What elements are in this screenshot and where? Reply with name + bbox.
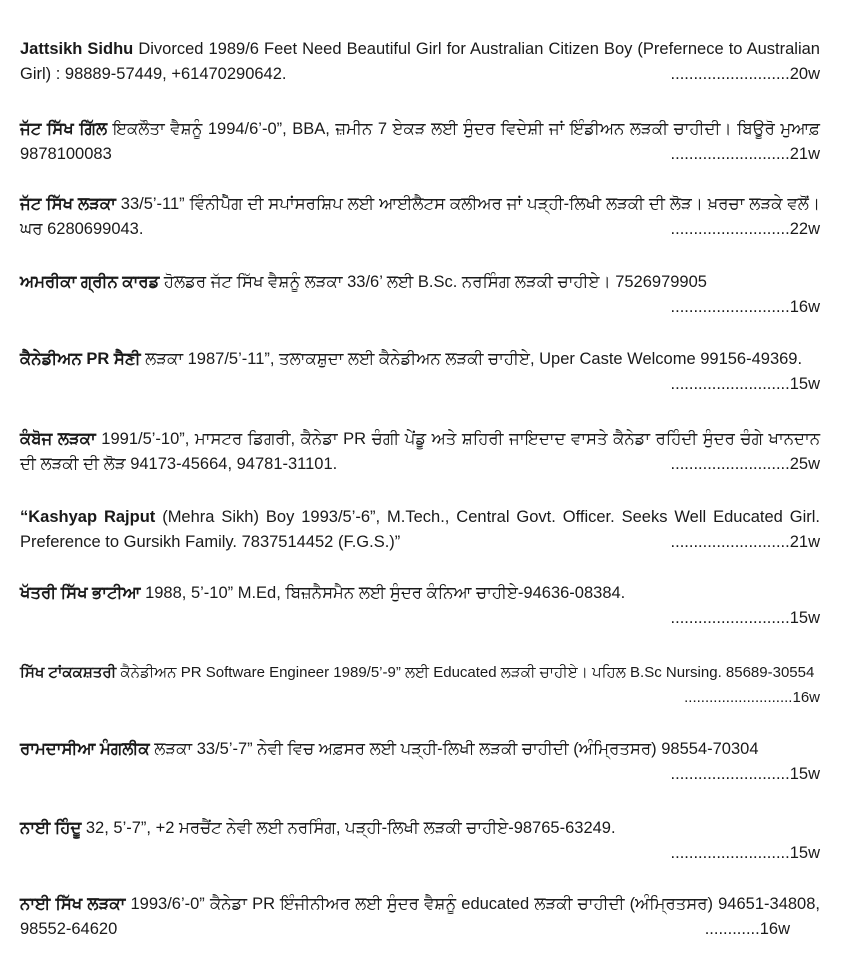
ad-heading: Jattsikh Sidhu — [20, 40, 134, 58]
ad-text: 1991/5’-10”, ਮਾਸਟਰ ਡਿਗਰੀ, ਕੈਨੇਡਾ PR ਚੰਗੀ ਪੇਂਡੂ ਅਤੇ ਸ਼ਹਿਰੀ ਜਾਇਦਾਦ ਵਾਸਤੇ ਕੈਨੇਡਾ ਰਹਿੰਦੀ ਸੁੰਦਰ ਚੰਗੇ ਖਾਨਦਾਨ ਦੀ ਲੜਕੀ ਦੀ ਲੋੜ 94173-45664, 94781-31101. — [20, 430, 821, 473]
ad-code: ..........................16w — [670, 298, 820, 316]
ad-heading: ਨਾਈ ਸਿੱਖ ਲੜਕਾ — [20, 895, 126, 913]
ad-code: ..........................22w — [670, 220, 820, 238]
ad-heading: “Kashyap Rajput — [20, 508, 156, 526]
ad-heading: ਖੱਤਰੀ ਸਿੱਖ ਭਾਟੀਆ — [20, 584, 141, 602]
ad-text: ਕੈਨੇਡੀਅਨ PR Software Engineer 1989/5’-9” ਲਈ Educated ਲੜਕੀ ਚਾਹੀਏ। ਪਹਿਲ B.Sc Nursing. 85689-30554 — [116, 664, 815, 681]
ad-listing — [20, 117, 820, 167]
ad-listing — [20, 816, 820, 866]
ad-text: (Mehra Sikh) Boy 1993/5’-6”, M.Tech., Central Govt. Officer. Seeks Well Educated Girl. Preference to Gursikh Family. 7837514452 (F.G.S.)” — [20, 508, 820, 551]
ad-text: Divorced 1989/6 Feet Need Beautiful Girl for Australian Citizen Boy (Prefernece to Australian Girl) : 98889-57449, +61470290642. — [20, 40, 820, 83]
ad-code: ..........................15w — [670, 765, 820, 783]
ad-listing — [20, 270, 820, 320]
ad-text: 32, 5’-7”, +2 ਮਰਚੈਂਟ ਨੇਵੀ ਲਈ ਨਰਸਿੰਗ, ਪੜ੍ਹੀ-ਲਿਖੀ ਲੜਕੀ ਚਾਹੀਏ-98765-63249. — [81, 819, 616, 837]
ad-heading: ਕੈਨੇਡੀਅਨ PR ਸੈਣੀ — [20, 350, 141, 368]
ad-code: ..........................15w — [670, 844, 820, 862]
ad-listing — [20, 581, 820, 631]
ad-heading: ਕੰਬੋਜ ਲੜਕਾ — [20, 430, 96, 448]
ad-code: ..........................20w — [670, 65, 820, 83]
ad-heading: ਜੱਟ ਸਿੱਖ ਲੜਕਾ — [20, 195, 116, 213]
ad-code: ............16w — [704, 920, 790, 938]
ad-code: ..........................21w — [670, 533, 820, 551]
ad-heading: ਨਾਈ ਹਿੰਦੂ — [20, 819, 82, 837]
ad-listing — [20, 737, 820, 787]
ad-text: 1993/6’-0” ਕੈਨੇਡਾ PR ਇੰਜੀਨੀਅਰ ਲਈ ਸੁੰਦਰ ਵੈਸ਼ਨੂੰ educated ਲੜਕੀ ਚਾਹੀਦੀ (ਅੰਮ੍ਰਿਤਸਰ) 94651-34808, 98552-64620 — [20, 895, 820, 938]
ad-heading: ਅਮਰੀਕਾ ਗ੍ਰੀਨ ਕਾਰਡ — [20, 273, 160, 291]
ad-listing — [20, 660, 820, 710]
ad-code: ..........................15w — [670, 609, 820, 627]
ad-listing — [20, 505, 820, 555]
ad-listing — [20, 892, 820, 942]
ad-heading: ਰਾਮਦਾਸੀਆ ਮੰਗਲੀਕ — [20, 740, 150, 758]
ad-heading: ਸਿੱਖ ਟਾਂਕਕਸ਼ਤਰੀ — [20, 664, 117, 681]
ad-text: ਇਕਲੌਤਾ ਵੈਸ਼ਨੂੰ 1994/6’-0”, BBA, ਜ਼ਮੀਨ 7 ਏਕੜ ਲਈ ਸੁੰਦਰ ਵਿਦੇਸ਼ੀ ਜਾਂ ਇੰਡੀਅਨ ਲੜਕੀ ਚਾਹੀਦੀ। ਬਿਊਰੋ ਮੁਆਫ਼ 9878100083 — [20, 120, 821, 163]
ad-listing — [20, 192, 820, 242]
ad-listing — [20, 427, 820, 477]
ad-text: 33/5’-11” ਵਿੰਨੀਪੈੱਗ ਦੀ ਸਪਾਂਸਰਸ਼ਿਪ ਲਈ ਆਈਲੈਟਸ ਕਲੀਅਰ ਜਾਂ ਪੜ੍ਹੀ-ਲਿਖੀ ਲੜਕੀ ਦੀ ਲੋੜ। ਖ਼ਰਚਾ ਲੜਕੇ ਵਲੋਂ। ਘਰ 6280699043. — [20, 195, 820, 238]
ad-listing — [20, 37, 820, 87]
ad-code: ..........................21w — [670, 145, 820, 163]
ad-code: ..........................15w — [670, 375, 820, 393]
ad-text: ਲੜਕਾ 33/5’-7” ਨੇਵੀ ਵਿਚ ਅਫ਼ਸਰ ਲਈ ਪੜ੍ਹੀ-ਲਿਖੀ ਲੜਕੀ ਚਾਹੀਦੀ (ਅੰਮ੍ਰਿਤਸਰ) 98554-70304 — [149, 740, 759, 758]
ad-code: ..........................16w — [684, 689, 820, 706]
ad-text: ਹੋਲਡਰ ਜੱਟ ਸਿੱਖ ਵੈਸ਼ਨੂੰ ਲੜਕਾ 33/6’ ਲਈ B.Sc. ਨਰਸਿੰਗ ਲੜਕੀ ਚਾਹੀਏ। 7526979905 — [159, 273, 707, 291]
ad-text: 1988, 5’-10” M.Ed, ਬਿਜ਼ਨੈਸਮੈਨ ਲਈ ਸੁੰਦਰ ਕੰਨਿਆ ਚਾਹੀਏ-94636-08384. — [140, 584, 626, 602]
ad-heading: ਜੱਟ ਸਿੱਖ ਗਿੱਲ — [20, 120, 108, 138]
ad-listing — [20, 347, 820, 397]
ad-code: ..........................25w — [670, 455, 820, 473]
ad-text: ਲੜਕਾ 1987/5’-11”, ਤਲਾਕਸ਼ੁਦਾ ਲਈ ਕੈਨੇਡੀਅਨ ਲੜਕੀ ਚਾਹੀਏ, Uper Caste Welcome 99156-49369. — [140, 350, 803, 368]
